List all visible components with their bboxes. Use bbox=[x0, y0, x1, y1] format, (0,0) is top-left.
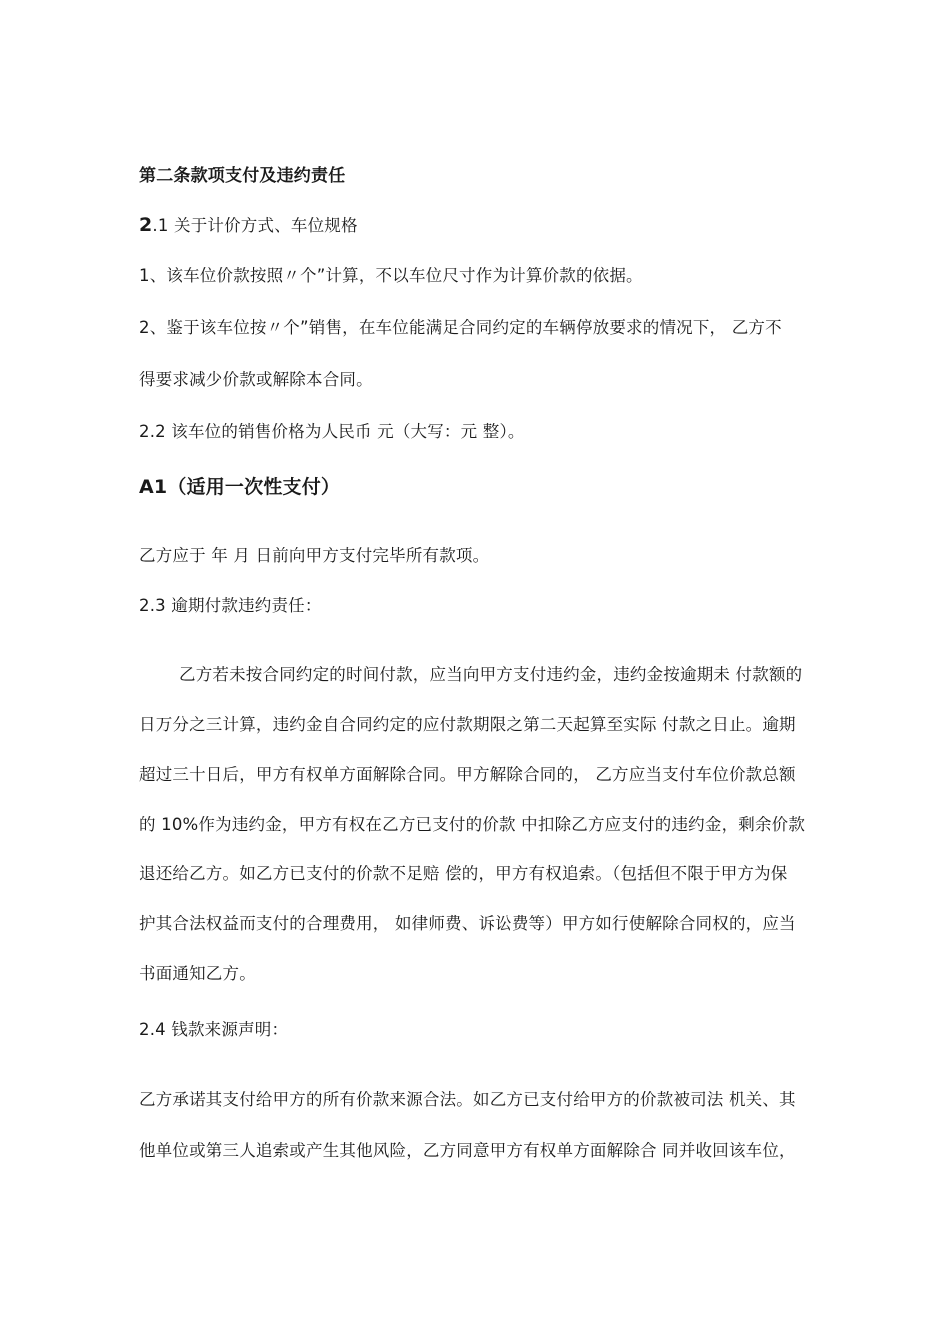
section-2-4-line-1: 乙方承诺其支付给甲方的所有价款来源合法。如乙方已支付给甲方的价款被司法 机关、其 bbox=[139, 1090, 796, 1109]
section-2-3-line-5: 退还给乙方。如乙方已支付的价款不足赔 偿的，甲方有权追索。（包括但不限于甲方为保 bbox=[139, 864, 788, 883]
section-2-4-heading: 2.4 钱款来源声明： bbox=[139, 1020, 289, 1039]
section-2-3-line-3: 超过三十日后，甲方有权单方面解除合同。甲方解除合同的， 乙方应当支付车位价款总额 bbox=[139, 765, 796, 784]
section-2-3-line-2: 日万分之三计算，违约金自合同约定的应付款期限之第二天起算至实际 付款之日止。逾期 bbox=[139, 715, 796, 734]
section-2-1-title: .1 关于计价方式、车位规格 bbox=[152, 216, 358, 235]
section-2-1-heading bbox=[139, 214, 358, 237]
a1-text: 乙方应于 年 月 日前向甲方支付完毕所有款项。 bbox=[139, 546, 490, 565]
section-2-4-line-2: 他单位或第三人追索或产生其他风险，乙方同意甲方有权单方面解除合 同并收回该车位， bbox=[139, 1141, 796, 1160]
section-2-2: 2.2 该车位的销售价格为人民币 元（大写：元 整）。 bbox=[139, 422, 525, 441]
section-2-3-line-7: 书面通知乙方。 bbox=[139, 964, 256, 983]
section-2-1-item-2-line-1: 2、鉴于该车位按〃个”销售，在车位能满足合同约定的车辆停放要求的情况下， 乙方不 bbox=[139, 318, 782, 337]
a1-heading: A1（适用一次性支付） bbox=[139, 476, 341, 498]
section-2-3-line-6: 护其合法权益而支付的合理费用， 如律师费、诉讼费等）甲方如行使解除合同权的，应当 bbox=[139, 914, 796, 933]
section-2-1-number: 2 bbox=[139, 214, 153, 236]
section-2-1-item-2-line-2: 得要求减少价款或解除本合同。 bbox=[139, 370, 373, 389]
section-2-3-line-4: 的 10%作为违约金，甲方有权在乙方已支付的价款 中扣除乙方应支付的违约金，剩余价款 bbox=[139, 815, 806, 834]
section-2-3-heading: 2.3 逾期付款违约责任： bbox=[139, 596, 322, 615]
section-2-3-line-1: 乙方若未按合同约定的时间付款，应当向甲方支付违约金，违约金按逾期未 付款额的 bbox=[179, 665, 803, 684]
section-2-1-item-1: 1、该车位价款按照〃个”计算，不以车位尺寸作为计算价款的依据。 bbox=[139, 266, 643, 285]
article-heading: 第二条款项支付及违约责任 bbox=[139, 166, 346, 186]
